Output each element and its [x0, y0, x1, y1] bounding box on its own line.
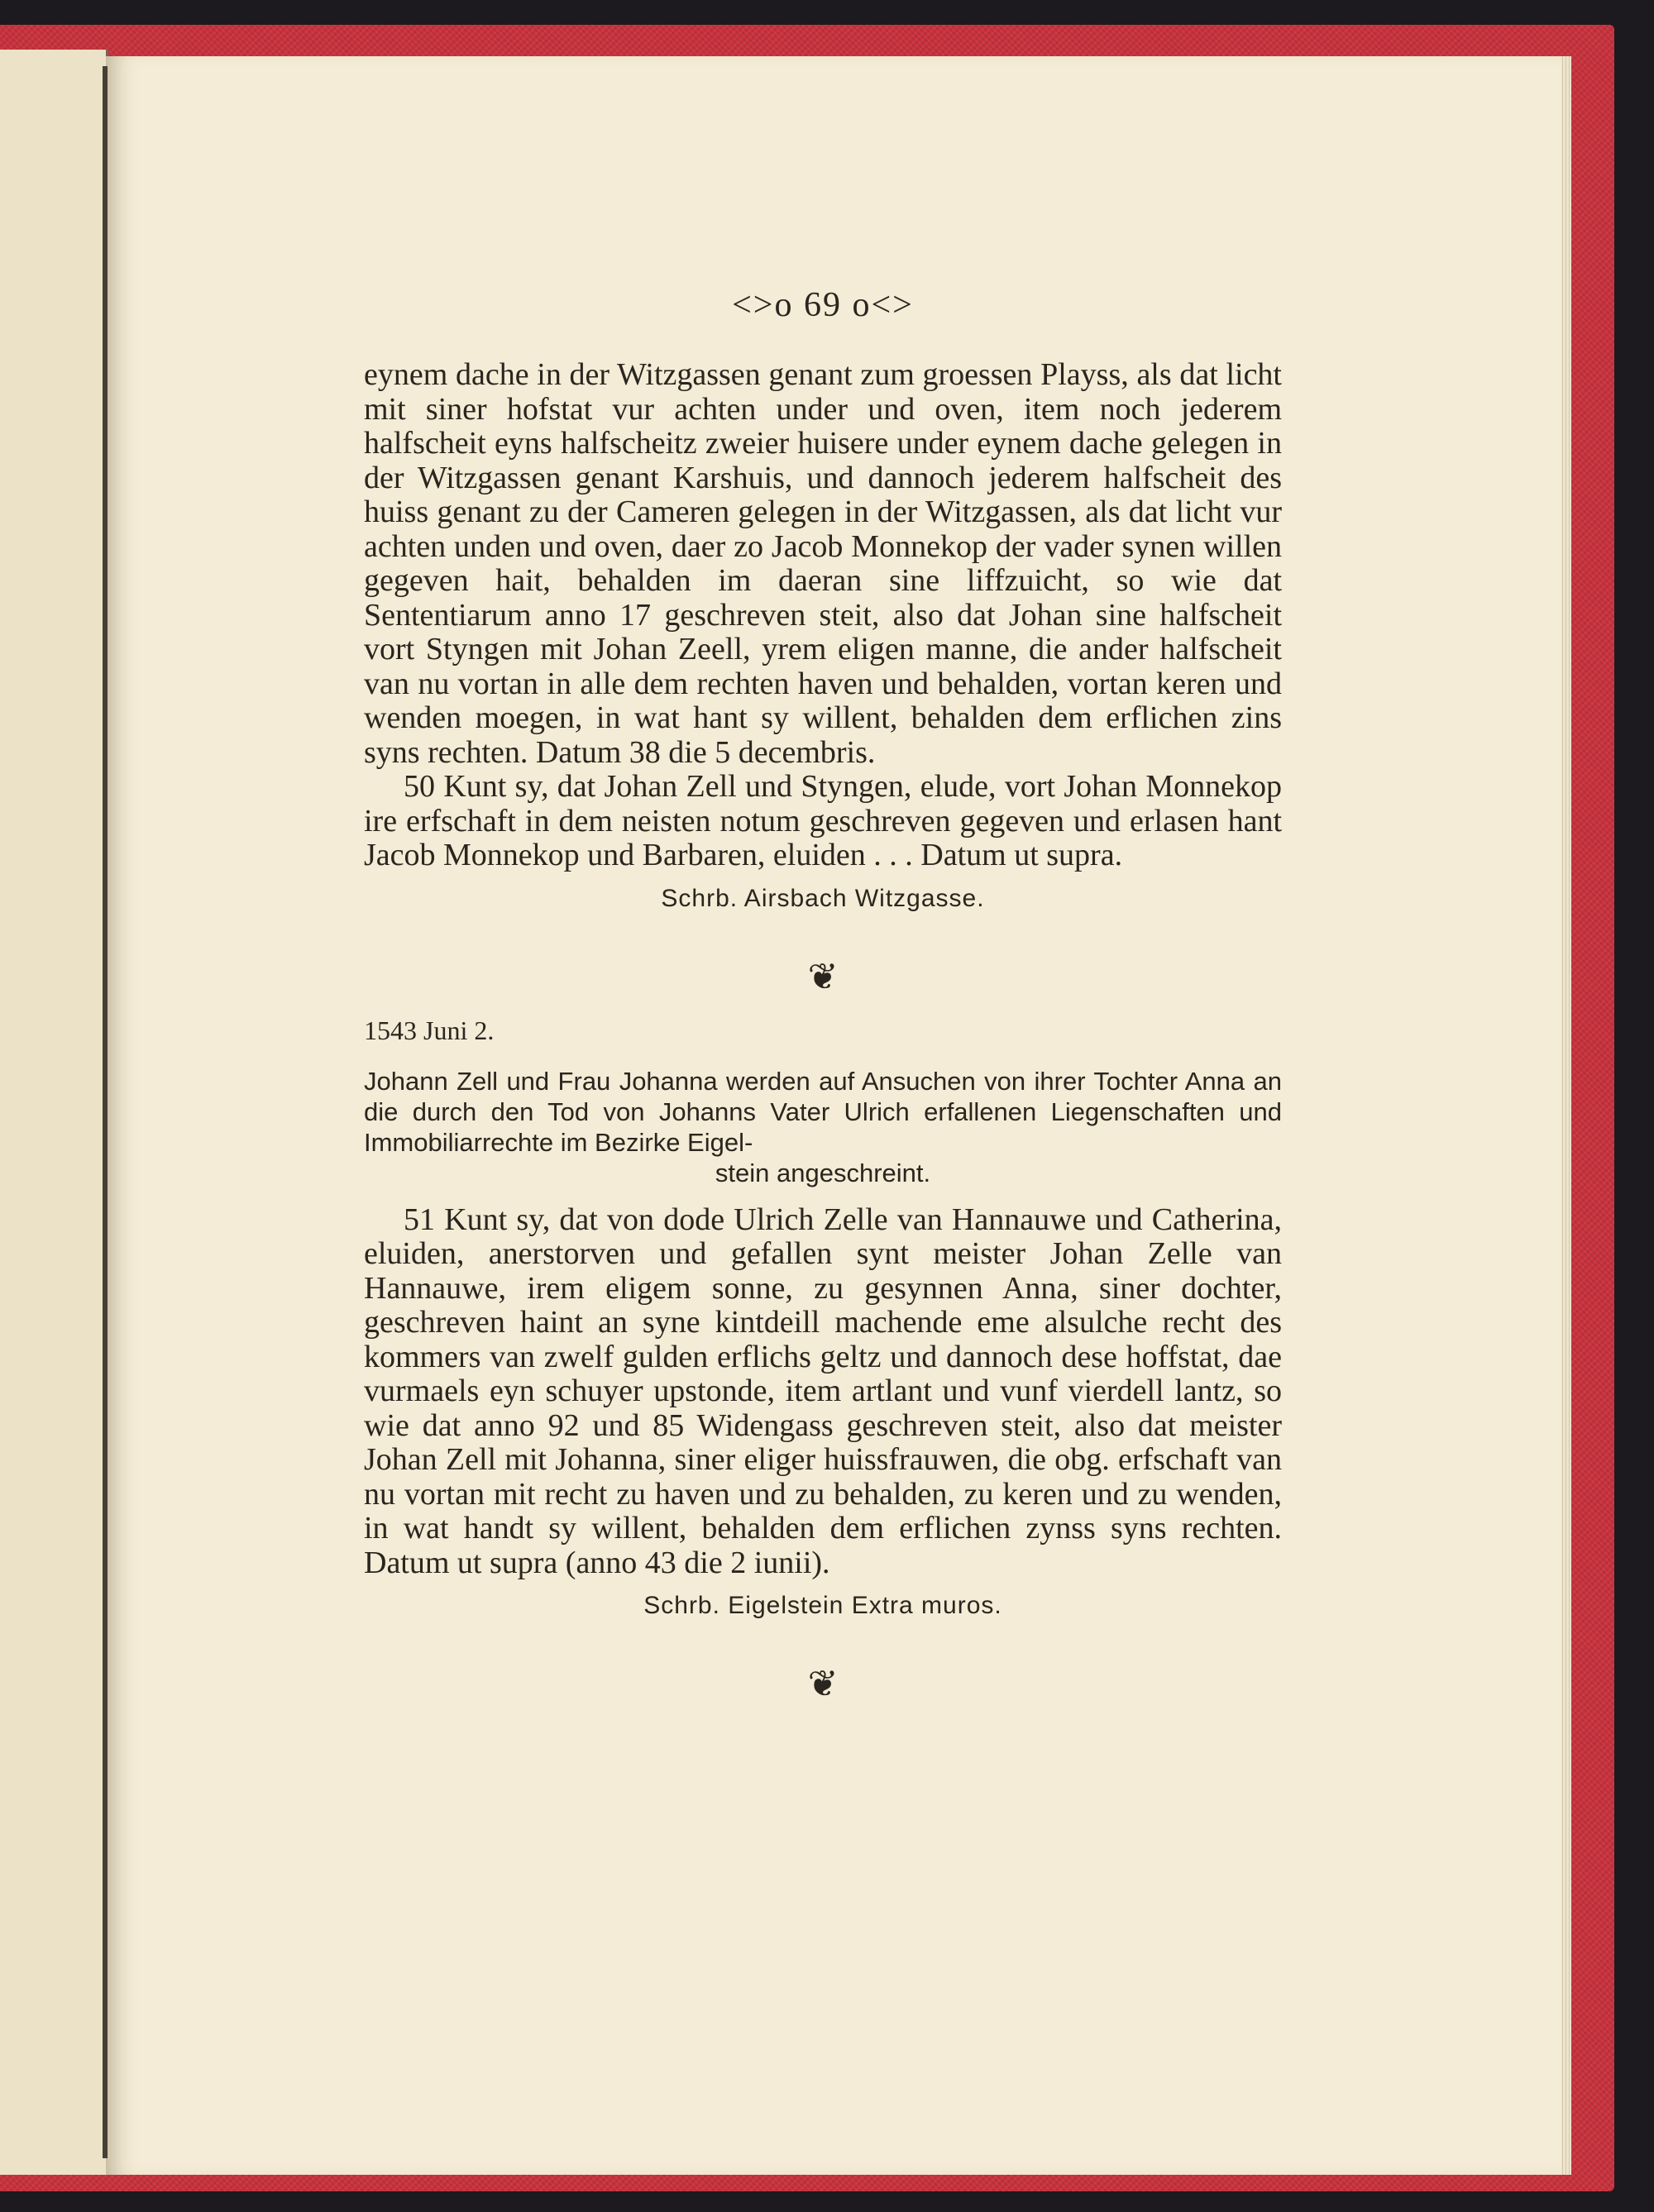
page-number	[364, 285, 1282, 325]
section-summary-last: stein angeschreint.	[715, 1158, 931, 1187]
book-gutter	[103, 66, 108, 2158]
entry-50-source: Schrb. Airsbach Witzgasse.	[661, 884, 985, 912]
section-summary	[364, 1066, 1282, 1188]
folio-ornament-left: <>o	[732, 286, 794, 324]
entry-51-text: 51 Kunt sy, dat von dode Ulrich Zelle van Hannauwe und Catherina, eluiden, anerstorven und gefallen synt meister Johan Zelle van Hannauwe, irem eligem sonne, zu gesynnen Anna, siner dochter, geschreven haint an syne kintdeill machende eme alsulche recht des kommers van zwelf gulden erflichs geltz und dannoch dese hoffstat, dae vurmaels eyn schuyer upstonde, item artlant und vunf vierdell lantz, so wie dat anno 92 und 85 Widengass geschreven steit, also dat meister Johan Zell mit Johanna, siner eliger huissfrauwen, die obg. erfschaft van nu vortan mit recht zu haven und zu behalden, zu keren und zu wenden, in wat handt sy willent, behalden dem erflichen zynss syns rechten. Datum ut supra (anno 43 die 2 iunii).	[364, 1202, 1282, 1580]
folio-ornament-right: o<>	[852, 286, 914, 324]
fleuron-icon-bottom: ❦	[807, 1664, 839, 1704]
entry-51-source: Schrb. Eigelstein Extra muros.	[643, 1592, 1002, 1619]
page-content	[364, 285, 1282, 1722]
section-summary-main: Johann Zell und Frau Johanna werden auf Ansuchen von ihrer Tochter Anna an die durch den Tod von Johanns Vater Ulrich erfallenen Liegenschaften und Immobiliarrechte im Bezirke Eigel-	[364, 1066, 1282, 1157]
fleuron-icon: ❦	[807, 956, 839, 997]
entry-50-text: 50 Kunt sy, dat Johan Zell und Styngen, elude, vort Johan Monnekop ire erfschaft in dem neisten notum geschreven gegeven und erlasen hant Jacob Monnekop und Barbaren, eluiden . . . Datum ut supra.	[364, 769, 1282, 872]
left-page-edge	[0, 50, 108, 2175]
section-date: 1543 Juni 2.	[364, 1015, 495, 1045]
entry-continuation-text: eynem dache in der Witzgassen genant zum groessen Playss, als dat licht mit siner hofstat vur achten under und oven, item noch jederem halfscheit eyns halfscheitz zweier huisere under eynem dache gelegen in der Witzgassen genant Karshuis, und dannoch jederem halfscheit des huiss genant zu der Cameren gelegen in der Witzgassen, als dat licht vur achten unden und oven, daer zo Jacob Monnekop der vader synen willen gegeven hait, behalden im daeran sine liffzuicht, so wie dat Sententiarum anno 17 geschreven steit, also dat Johan sine halfscheit vort Styngen mit Johan Zeell, yrem eligen manne, die ander halfscheit van nu vortan in alle dem rechten haven und behalden, vortan keren und wenden moegen, in wat hant sy willent, behalden dem erflichen zins syns rechten. Datum 38 die 5 decembris.	[364, 357, 1282, 770]
page-number-value: 69	[804, 286, 842, 324]
